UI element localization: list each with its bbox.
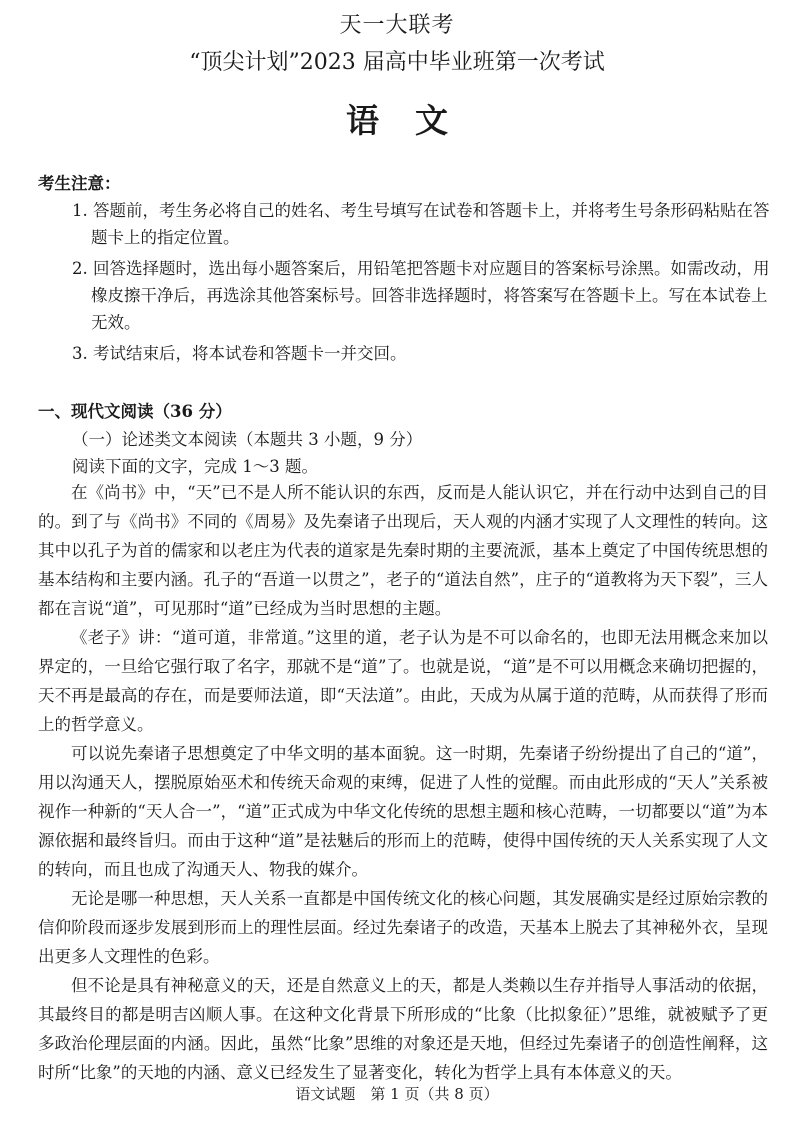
notice-item-text: 1. 答题前，考生务必将自己的姓名、考生号填写在试卷和答题卡上，并将考生号条形码粘贴在答题卡上的指定位置。 bbox=[72, 201, 770, 247]
notice-item bbox=[72, 197, 772, 251]
notice-item-text: 3. 考试结束后，将本试卷和答题卡一并交回。 bbox=[72, 344, 407, 363]
notice-heading: 考生注意： bbox=[38, 174, 121, 193]
passage-paragraph: 无论是哪一种思想，天人关系一直都是中国传统文化的核心问题，其发展确实是经过原始宗教的信仰阶段而逐步发展到形而上的理性层面。经过先秦诸子的改造，天基本上脱去了其神秘外衣，呈现出更多人文理性的色彩。 bbox=[38, 889, 768, 966]
passage-paragraph: 但不论是具有神秘意义的天，还是自然意义上的天，都是人类赖以生存并指导人事活动的依据，其最终目的都是明吉凶顺人事。在这种文化背景下所形成的“比象（比拟象征）”思维，就被赋予了更多政治伦理层面的内涵。因此，虽然“比象”思维的对象还是天地，但经过先秦诸子的创造性阐释，这时所“比象”的天地的内涵、意义已经发生了显著变化，转化为哲学上具有本体意义的天。 bbox=[38, 976, 768, 1082]
exam-name: “顶尖计划”2023 届高中毕业班第一次考试 bbox=[189, 50, 605, 75]
notice-item-text: 2. 回答选择题时，选出每小题答案后，用铅笔把答题卡对应题目的答案标号涂黑。如需改动，用橡皮擦干净后，再选涂其他答案标号。回答非选择题时，将答案写在答题卡上。写在本试卷上无效。 bbox=[72, 259, 770, 332]
section-instruction: 阅读下面的文字，完成 1～3 题。 bbox=[72, 457, 318, 476]
passage-paragraph: 《老子》讲：“道可道，非常道。”这里的道，老子认为是不可以命名的，也即无法用概念来加以界定的，一旦给它强行取了名字，那就不是“道”了。也就是说，“道”是不可以用概念来确切把握的，天不再是最高的存在，而是要师法道，即“天法道”。由此，天成为从属于道的范畴，从而获得了形而上的哲学意义。 bbox=[38, 628, 768, 734]
subject-title: 语文 bbox=[346, 101, 484, 140]
page-footer: 语文试题 第 1 页（共 8 页） bbox=[295, 1085, 499, 1103]
section-title: 一、现代文阅读（36 分） bbox=[38, 402, 232, 421]
passage-paragraph: 可以说先秦诸子思想奠定了中华文明的基本面貌。这一时期，先秦诸子纷纷提出了自己的“道”，用以沟通天人，摆脱原始巫术和传统天命观的束缚，促进了人性的觉醒。而由此形成的“天人”关系被视作一种新的“天人合一”，“道”正式成为中华文化传统的思想主题和核心范畴，一切都要以“道”为本源依据和最终旨归。而由于这种“道”是祛魅后的形而上的范畴，使得中国传统的天人关系实现了人文的转向，而且也成了沟通天人、物我的媒介。 bbox=[38, 744, 768, 879]
section-subtitle: （一）论述类文本阅读（本题共 3 小题，9 分） bbox=[72, 430, 423, 449]
reading-passage bbox=[38, 478, 768, 1087]
exam-org-title: 天一大联考 bbox=[339, 13, 455, 38]
notice-item bbox=[72, 340, 772, 367]
notice-item bbox=[72, 255, 772, 336]
passage-paragraph: 在《尚书》中，“天”已不是人所不能认识的东西，反而是人能认识它，并在行动中达到自己的目的。到了与《尚书》不同的《周易》及先秦诸子出现后，天人观的内涵才实现了人文理性的转向。这其中以孔子为首的儒家和以老庄为代表的道家是先秦时期的主要流派，基本上奠定了中国传统思想的基本结构和主要内涵。孔子的“吾道一以贯之”，老子的“道法自然”，庄子的“道教将为天下裂”，三人都在言说“道”，可见那时“道”已经成为当时思想的主题。 bbox=[38, 483, 768, 618]
